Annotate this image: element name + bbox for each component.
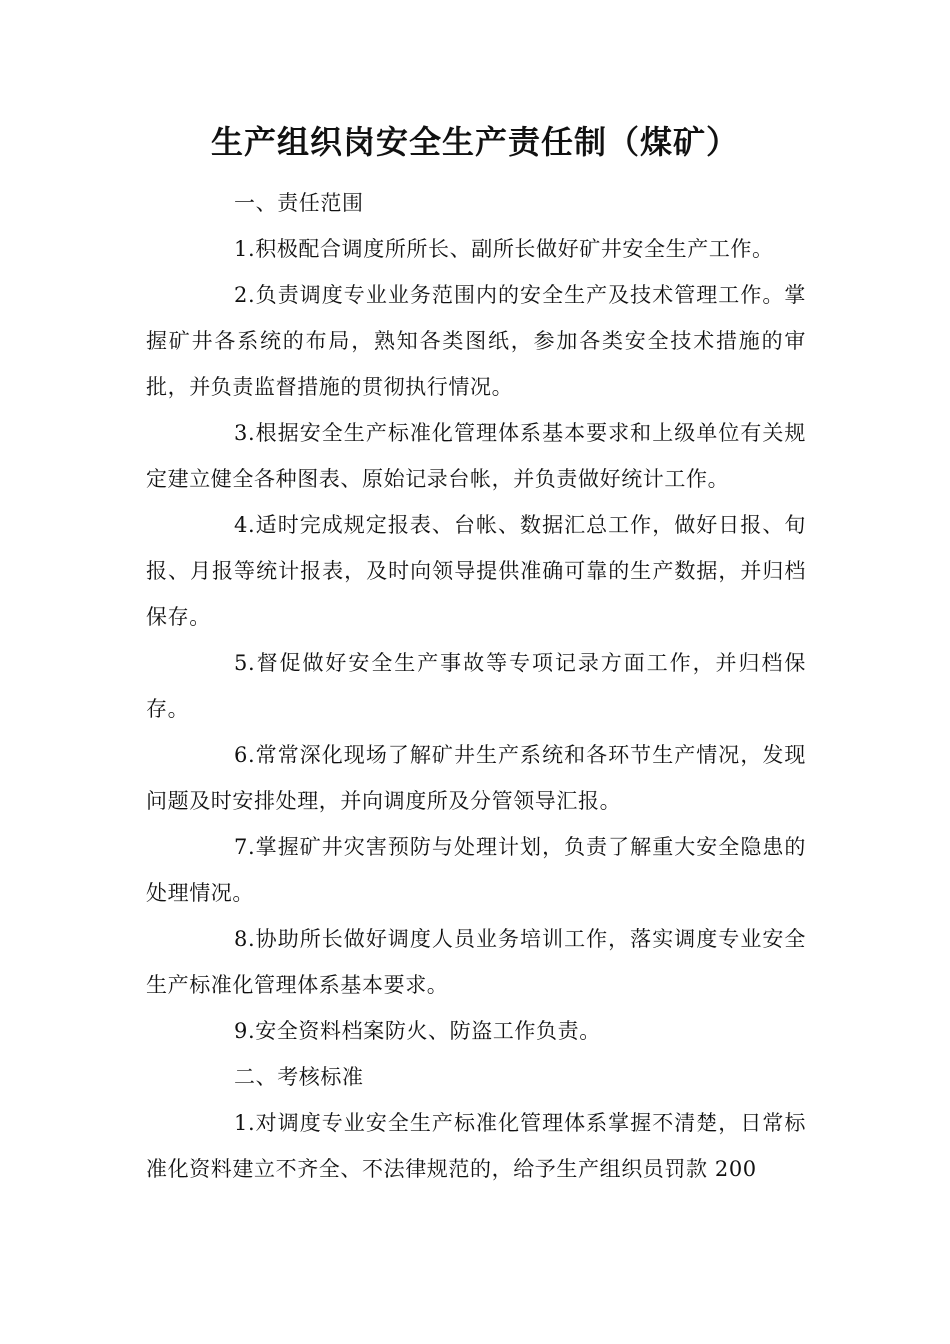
section-heading-assessment: 二、考核标准 xyxy=(234,1065,364,1089)
scope-item-5: 5.督促做好安全生产事故等专项记录方面工作，并归档保存。 xyxy=(146,651,806,721)
scope-item-4: 4.适时完成规定报表、台帐、数据汇总工作，做好日报、旬报、月报等统计报表，及时向领导提供准确可靠的生产数据，并归档保存。 xyxy=(146,513,806,629)
scope-item-7: 7.掌握矿井灾害预防与处理计划，负责了解重大安全隐患的处理情况。 xyxy=(146,835,806,905)
document-body xyxy=(146,180,806,1192)
scope-item-8: 8.协助所长做好调度人员业务培训工作，落实调度专业安全生产标准化管理体系基本要求。 xyxy=(146,927,806,997)
scope-item-3: 3.根据安全生产标准化管理体系基本要求和上级单位有关规定建立健全各种图表、原始记录台帐，并负责做好统计工作。 xyxy=(146,421,806,491)
section-heading-scope: 一、责任范围 xyxy=(234,191,364,215)
scope-item-1: 1.积极配合调度所所长、副所长做好矿井安全生产工作。 xyxy=(234,237,774,261)
scope-item-9: 9.安全资料档案防火、防盗工作负责。 xyxy=(234,1019,601,1043)
scope-item-2: 2.负责调度专业业务范围内的安全生产及技术管理工作。掌握矿井各系统的布局，熟知各类图纸，参加各类安全技术措施的审批，并负责监督措施的贯彻执行情况。 xyxy=(146,283,806,399)
scope-item-6: 6.常常深化现场了解矿井生产系统和各环节生产情况，发现问题及时安排处理，并向调度所及分管领导汇报。 xyxy=(146,743,806,813)
document-title: 生产组织岗安全生产责任制（煤矿） xyxy=(210,123,739,161)
assessment-item-1: 1.对调度专业安全生产标准化管理体系掌握不清楚，日常标准化资料建立不齐全、不法律规范的，给予生产组织员罚款 200 xyxy=(146,1111,806,1181)
